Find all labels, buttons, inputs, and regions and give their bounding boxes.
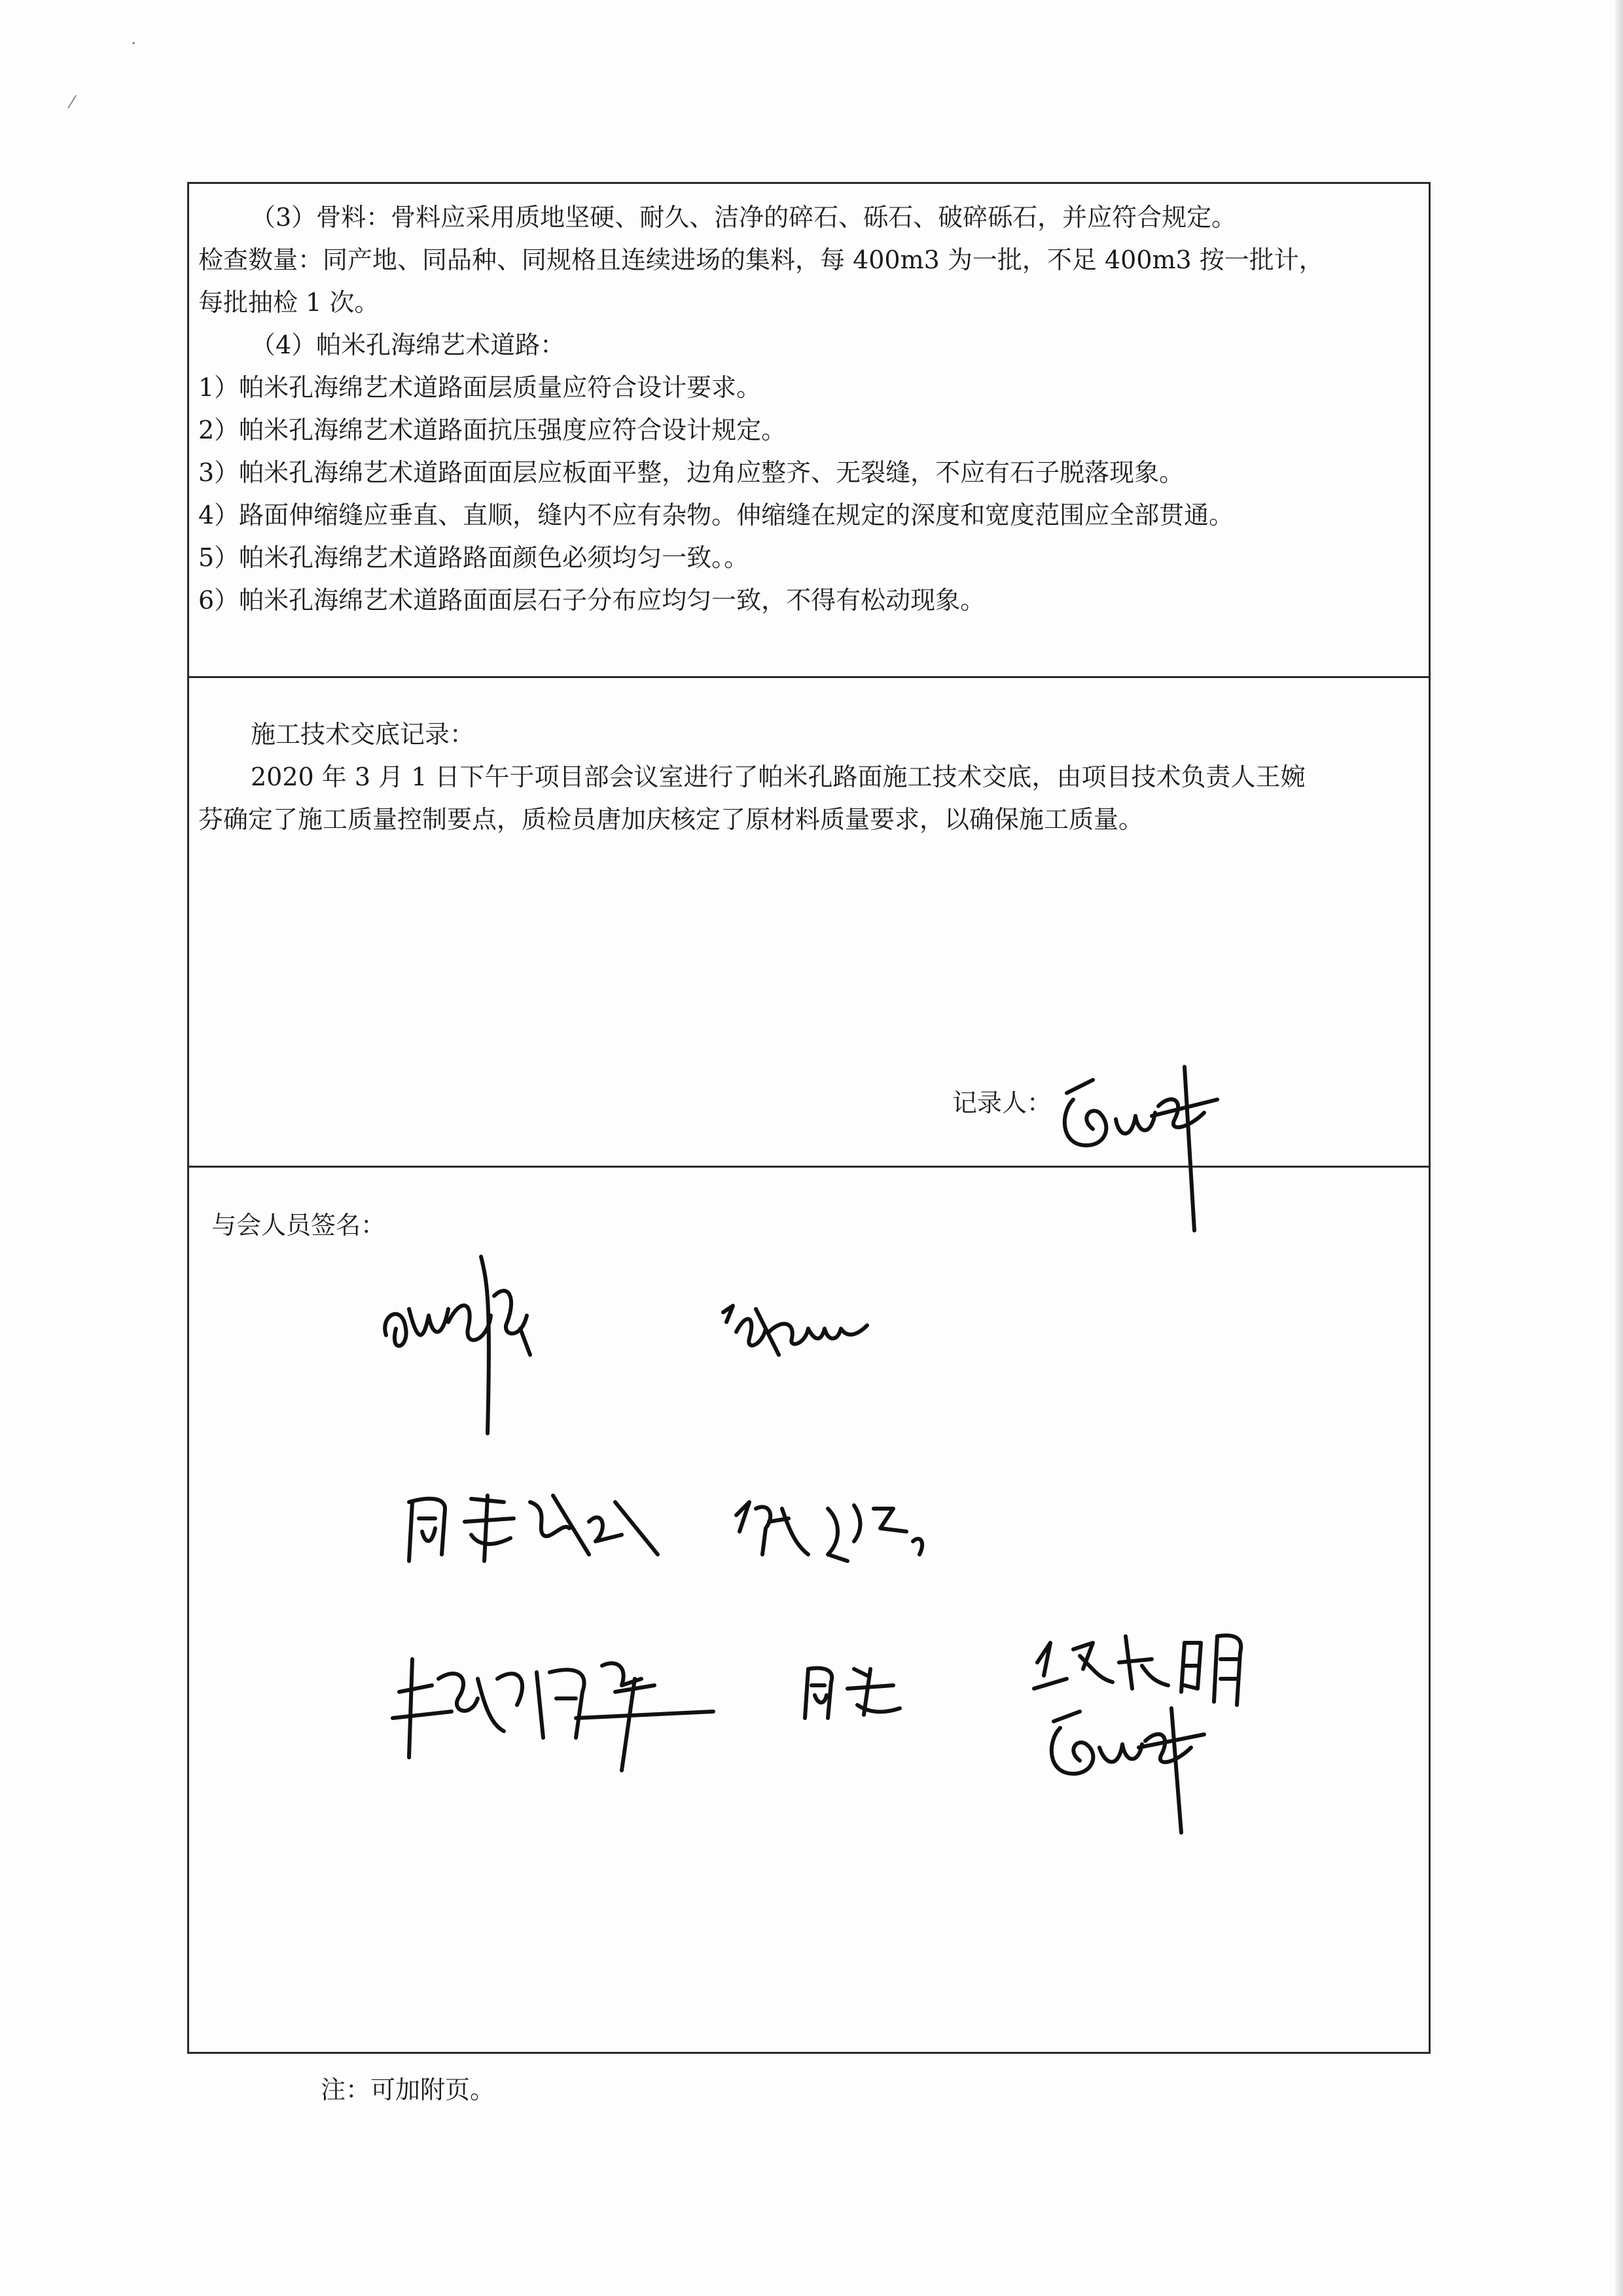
row-divider xyxy=(189,676,1429,678)
attendee-signature xyxy=(1027,1617,1276,1715)
attendee-signature xyxy=(723,1482,946,1574)
record-heading: 施工技术交底记录： xyxy=(251,720,475,749)
attendees-heading: 与会人员签名： xyxy=(211,1211,386,1240)
attendee-signature xyxy=(795,1656,906,1728)
attendee-signature xyxy=(717,1293,887,1365)
record-paragraph-line: 芬确定了施工质量控制要点，质检员唐加庆核定了原材料质量要求，以确保施工质量。 xyxy=(198,805,1144,834)
requirement-line: 5）帕米孔海绵艺术道路路面颜色必须均匀一致。。 xyxy=(198,543,749,572)
scan-speck: · xyxy=(131,34,137,54)
requirement-line: 6）帕米孔海绵艺术道路面面层石子分布应均匀一致，不得有松动现象。 xyxy=(198,586,986,615)
attendee-signature xyxy=(1041,1708,1211,1839)
attendee-signature xyxy=(399,1482,661,1568)
record-paragraph-line: 2020 年 3 月 1 日下午于项目部会议室进行了帕米孔路面施工技术交底，由项目技术负责人王婉 xyxy=(251,762,1306,791)
row-divider xyxy=(189,1166,1429,1168)
recorder-label: 记录人： xyxy=(952,1088,1052,1117)
requirement-line: 每批抽检 1 次。 xyxy=(198,288,380,317)
scan-edge-shadow xyxy=(1615,0,1623,2296)
requirement-line: 3）帕米孔海绵艺术道路面面层应板面平整，边角应整齐、无裂缝，不应有石子脱落现象。 xyxy=(198,458,1185,487)
requirement-line: 检查数量：同产地、同品种、同规格且连续进场的集料，每 400m3 为一批，不足 400m3 按一批计， xyxy=(198,245,1324,274)
requirement-line: 4）路面伸缩缝应垂直、直顺，缝内不应有杂物。伸缩缝在规定的深度和宽度范围应全部贯通。 xyxy=(198,501,1234,529)
form-table xyxy=(187,182,1431,2054)
recorder-signature xyxy=(1054,1054,1224,1244)
requirement-line: （4）帕米孔海绵艺术道路： xyxy=(251,331,565,359)
requirement-line: 1）帕米孔海绵艺术道路面层质量应符合设计要求。 xyxy=(198,373,762,402)
scan-speck: ⁄ xyxy=(71,93,74,113)
requirement-line: （3）骨料：骨料应采用质地坚硬、耐久、洁净的碎石、砾石、破碎砾石，并应符合规定。 xyxy=(251,203,1237,232)
requirement-line: 2）帕米孔海绵艺术道路面抗压强度应符合设计规定。 xyxy=(198,416,787,444)
attendee-signature xyxy=(376,1244,553,1440)
footer-note: 注：可加附页。 xyxy=(321,2075,495,2104)
attendee-signature xyxy=(393,1640,720,1777)
